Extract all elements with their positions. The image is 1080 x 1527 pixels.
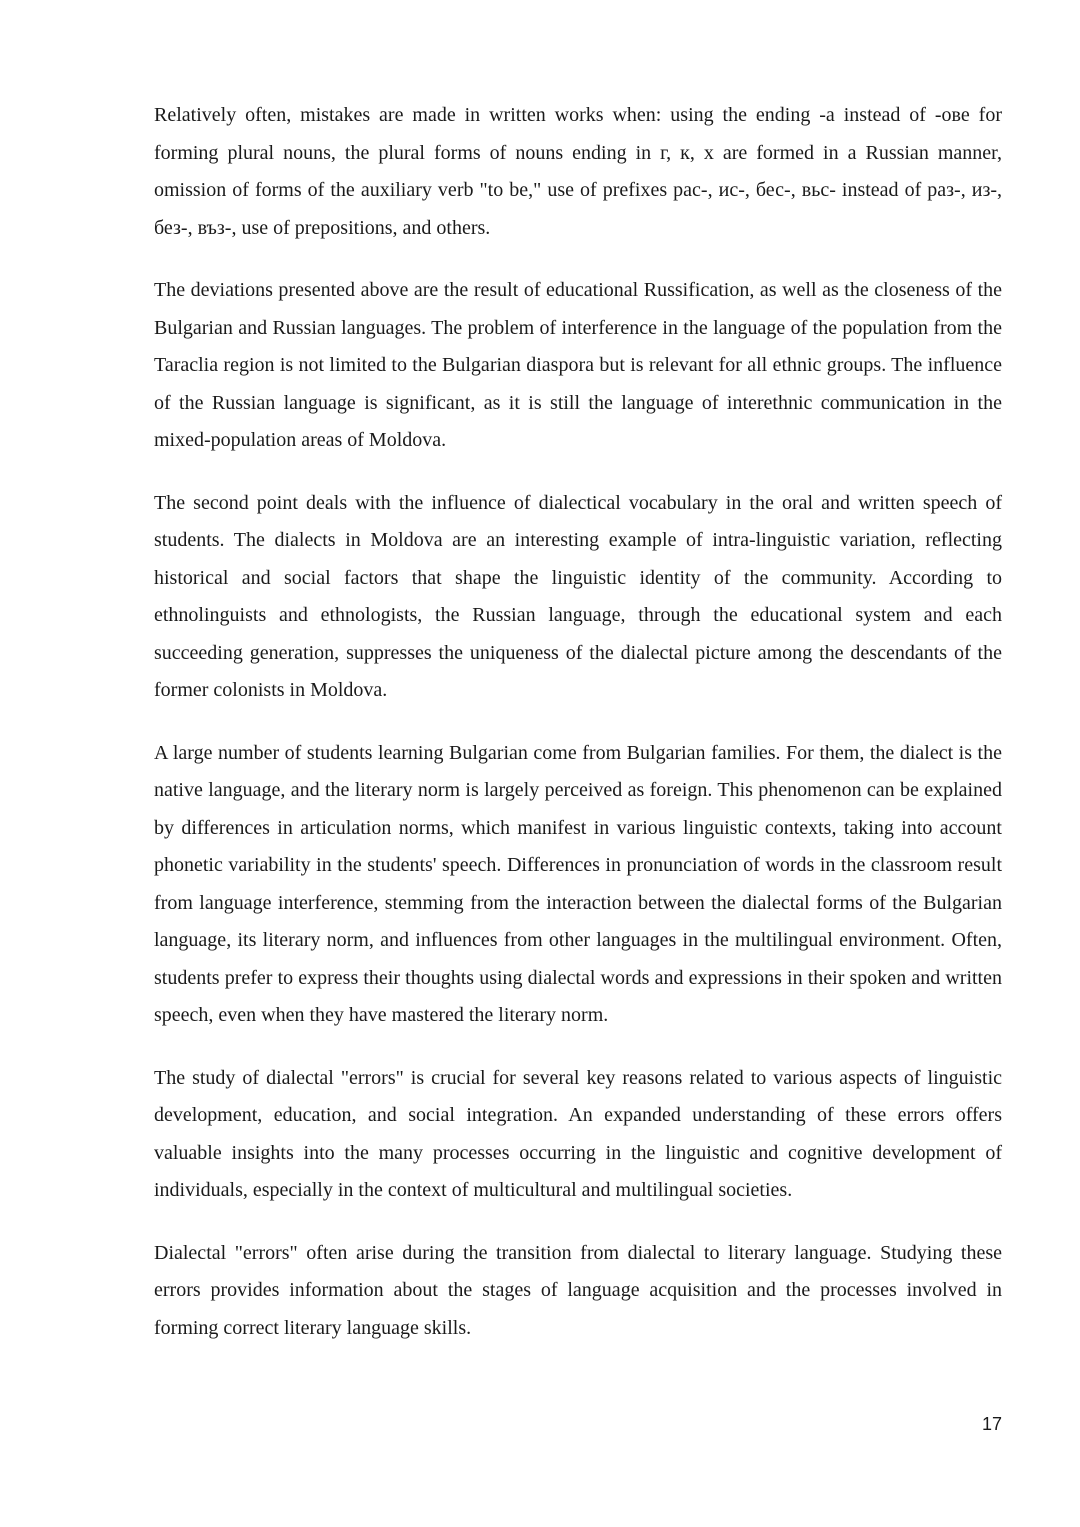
body-text	[154, 97, 1002, 1372]
paragraph-5: The study of dialectal "errors" is crucial for several key reasons related to various aspects of linguistic development, education, and social integration. An expanded understanding of these errors offers valuable insights into the many processes occurring in the linguistic and cognitive development of individuals, especially in the context of multicultural and multilingual societies.	[154, 1066, 1002, 1201]
paragraph-4: A large number of students learning Bulgarian come from Bulgarian families. For them, the dialect is the native language, and the literary norm is largely perceived as foreign. This phenomenon can be explained by differences in articulation norms, which manifest in various linguistic contexts, taking into account phonetic variability in the students' speech. Differences in pronunciation of words in the classroom result from language interference, stemming from the interaction between the dialectal forms of the Bulgarian language, its literary norm, and influences from other languages in the multilingual environment. Often, students prefer to express their thoughts using dialectal words and expressions in their spoken and written speech, even when they have mastered the literary norm.	[154, 741, 1002, 1026]
paragraph-2: The deviations presented above are the result of educational Russification, as well as the closeness of the Bulgarian and Russian languages. The problem of interference in the language of the population from the Taraclia region is not limited to the Bulgarian diaspora but is relevant for all ethnic groups. The influence of the Russian language is significant, as it is still the language of interethnic communication in the mixed-population areas of Moldova.	[154, 279, 1002, 451]
paragraph-1: Relatively often, mistakes are made in written works when: using the ending -a instead of -ове for forming plural nouns, the plural forms of nouns ending in г, к, х are formed in a Russian manner, omission of forms of the auxiliary verb "to be," use of prefixes рас-, ис-, бес-, вьс- instead of раз-, из-, без-, въз-, use of prepositions, and others.	[154, 104, 1002, 239]
paragraph-6: Dialectal "errors" often arise during the transition from dialectal to literary language. Studying these errors provides information about the stages of language acquisition and the processes involved in forming correct literary language skills.	[154, 1241, 1002, 1339]
page-number: 17	[981, 1414, 1002, 1434]
paragraph-3: The second point deals with the influence of dialectical vocabulary in the oral and written speech of students. The dialects in Moldova are an interesting example of intra-linguistic variation, reflecting historical and social factors that shape the linguistic identity of the community. According to ethnolinguists and ethnologists, the Russian language, through the educational system and each succeeding generation, suppresses the uniqueness of the dialectal picture among the descendants of the former colonists in Moldova.	[154, 491, 1002, 701]
